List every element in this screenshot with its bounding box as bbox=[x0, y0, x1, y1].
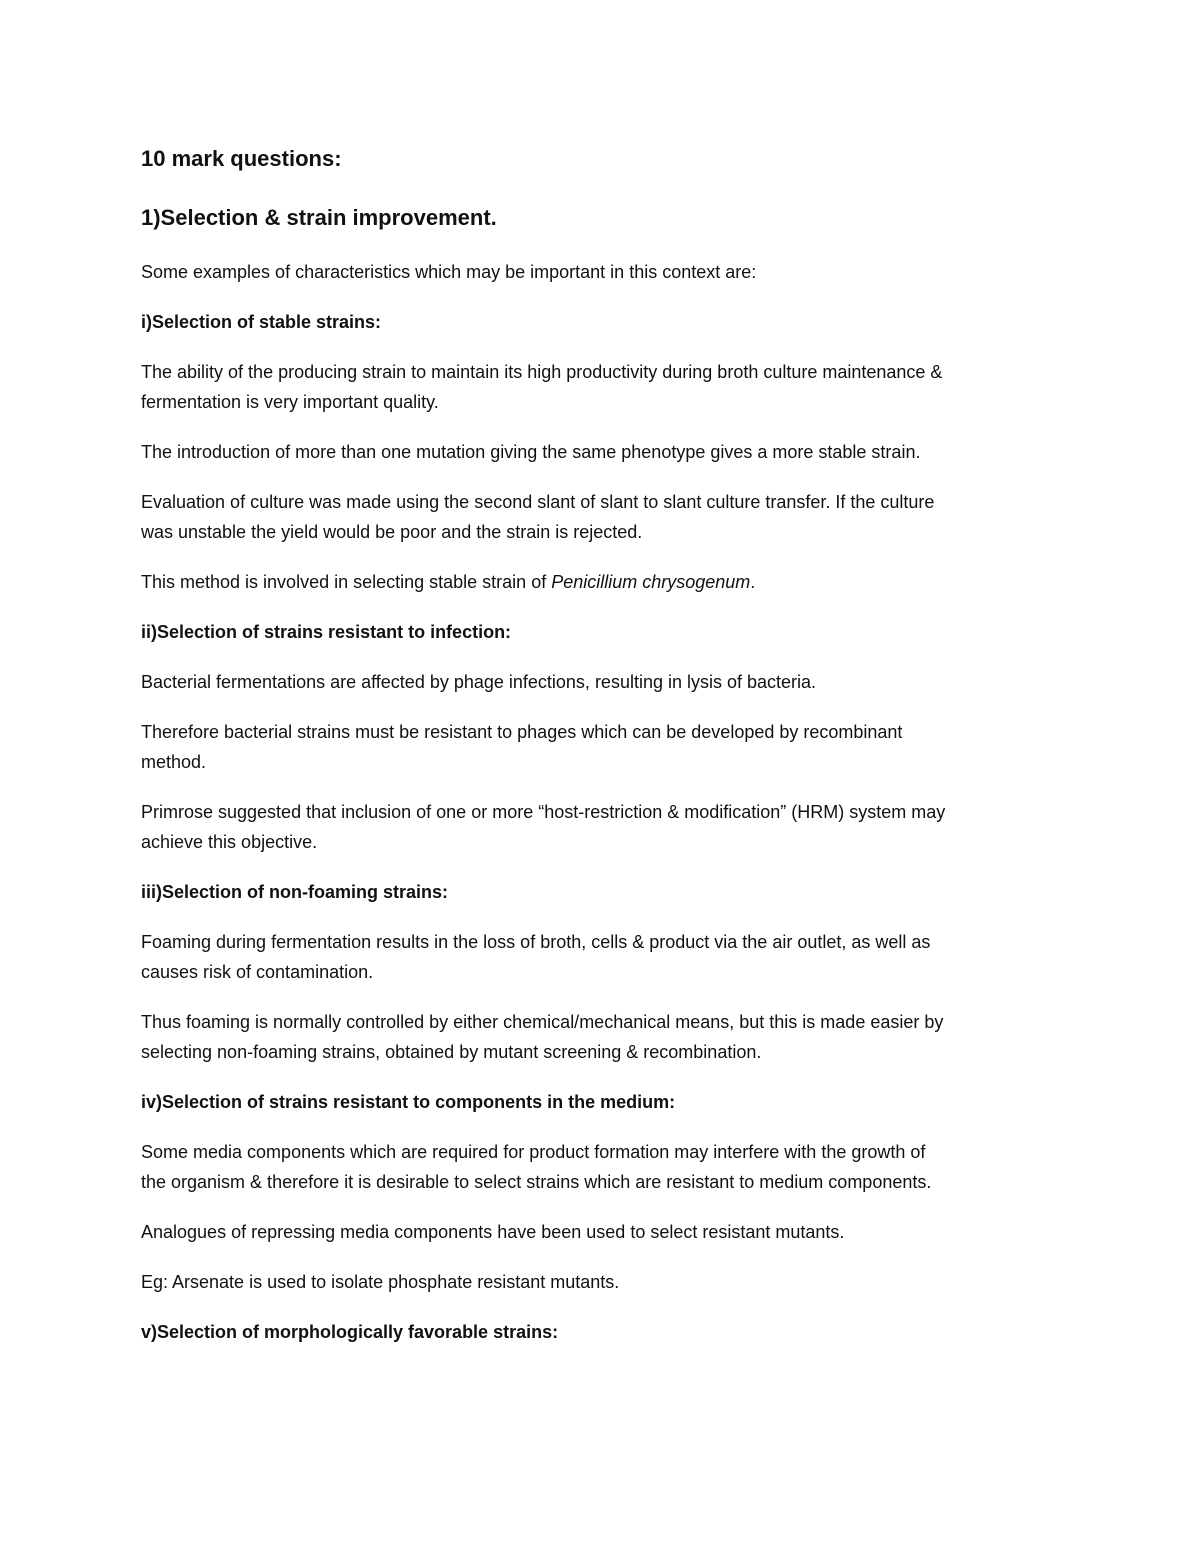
section-iii-paragraph-2-line-2: selecting non-foaming strains, obtained by mutant screening & recombination. bbox=[141, 1042, 762, 1062]
section-iv-paragraph-1-line-1: Some media components which are required for product formation may interfere with the growth of bbox=[141, 1142, 926, 1162]
section-ii-paragraph-3-line-2: achieve this objective. bbox=[141, 832, 318, 852]
section-iv-heading: iv)Selection of strains resistant to components in the medium: bbox=[141, 1092, 676, 1112]
section-i-paragraph-4 bbox=[141, 573, 755, 591]
paragraph-text: This method is involved in selecting stable strain of bbox=[141, 572, 552, 592]
section-iii-paragraph-1-line-1: Foaming during fermentation results in the loss of broth, cells & product via the air outlet, as well as bbox=[141, 932, 931, 952]
question-heading: 1)Selection & strain improvement. bbox=[141, 205, 497, 230]
section-v-heading: v)Selection of morphologically favorable strains: bbox=[141, 1322, 559, 1342]
section-i-paragraph-1-line-1: The ability of the producing strain to maintain its high productivity during broth culture maintenance & bbox=[141, 362, 943, 382]
section-iv-paragraph-3: Eg: Arsenate is used to isolate phosphate resistant mutants. bbox=[141, 1272, 620, 1292]
section-ii-paragraph-2-line-2: method. bbox=[141, 752, 207, 772]
page-title: 10 mark questions: bbox=[141, 146, 342, 171]
section-i-paragraph-1-line-2: fermentation is very important quality. bbox=[141, 392, 439, 412]
species-name: Penicillium chrysogenum bbox=[551, 572, 751, 592]
section-iv-paragraph-2: Analogues of repressing media components have been used to select resistant mutants. bbox=[141, 1222, 845, 1242]
intro-paragraph: Some examples of characteristics which may be important in this context are: bbox=[141, 262, 757, 282]
section-iv-paragraph-1-line-2: the organism & therefore it is desirable to select strains which are resistant to medium components. bbox=[141, 1172, 932, 1192]
paragraph-text: . bbox=[750, 572, 756, 592]
section-ii-heading: ii)Selection of strains resistant to infection: bbox=[141, 622, 512, 642]
section-i-heading: i)Selection of stable strains: bbox=[141, 312, 382, 332]
section-ii-paragraph-3-line-1: Primrose suggested that inclusion of one or more “host-restriction & modification” (HRM) system may bbox=[141, 802, 946, 822]
section-i-paragraph-3-line-1: Evaluation of culture was made using the second slant of slant to slant culture transfer. If the culture bbox=[141, 492, 935, 512]
section-ii-paragraph-2-line-1: Therefore bacterial strains must be resistant to phages which can be developed by recombinant bbox=[141, 722, 903, 742]
section-iii-paragraph-2-line-1: Thus foaming is normally controlled by either chemical/mechanical means, but this is made easier by bbox=[141, 1012, 944, 1032]
section-i-paragraph-2: The introduction of more than one mutation giving the same phenotype gives a more stable strain. bbox=[141, 442, 921, 462]
section-ii-paragraph-1: Bacterial fermentations are affected by phage infections, resulting in lysis of bacteria. bbox=[141, 672, 817, 692]
section-iii-heading: iii)Selection of non-foaming strains: bbox=[141, 882, 449, 902]
section-iii-paragraph-1-line-2: causes risk of contamination. bbox=[141, 962, 374, 982]
section-i-paragraph-3-line-2: was unstable the yield would be poor and the strain is rejected. bbox=[141, 522, 643, 542]
